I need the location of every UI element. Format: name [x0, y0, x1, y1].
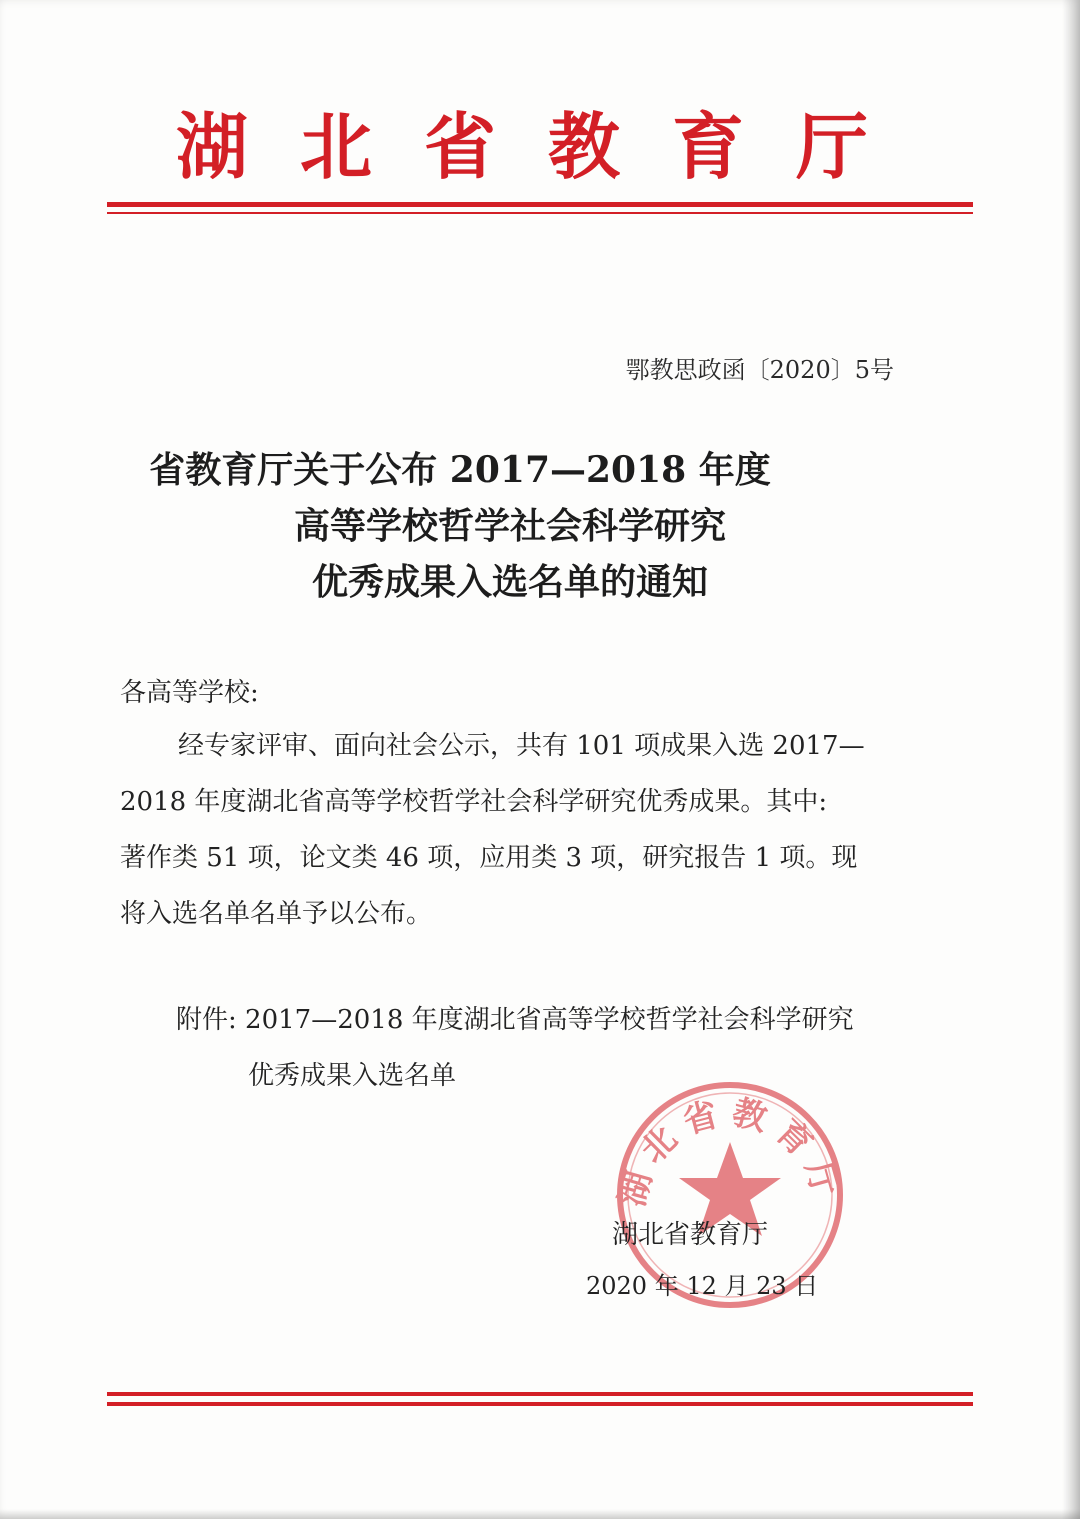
document-number: 鄂教思政函〔2020〕5号 — [625, 356, 894, 384]
body-line: 著作类 51 项，论文类 46 项，应用类 3 项，研究报告 1 项。现 — [120, 843, 858, 873]
page-edge-shadow — [1062, 0, 1080, 1519]
document-title-line: 高等学校哲学社会科学研究 — [293, 505, 726, 547]
document-title-line: 优秀成果入选名单的通知 — [311, 561, 708, 603]
footer-rule-bottom — [107, 1402, 973, 1406]
body-line: 经专家评审、面向社会公示，共有 101 项成果入选 2017— — [178, 731, 865, 761]
body-line: 2018 年度湖北省高等学校哲学社会科学研究优秀成果。其中: — [120, 787, 828, 817]
letterhead-rule-thick — [107, 202, 973, 207]
salutation: 各高等学校: — [120, 678, 259, 708]
document-title-line: 省教育厅关于公布 2017—2018 年度 — [149, 449, 771, 491]
signer: 湖北省教育厅 — [612, 1220, 769, 1250]
letterhead-title: 湖北省教育厅 — [175, 105, 920, 189]
signature-date: 2020 年 12 月 23 日 — [586, 1272, 819, 1300]
body-line: 将入选名单名单予以公布。 — [120, 899, 433, 929]
body-paragraph — [120, 718, 898, 942]
document-title — [120, 442, 900, 610]
footer-rule-top — [107, 1392, 973, 1396]
letterhead-rule-thin — [107, 212, 973, 214]
attachment-line: 优秀成果入选名单 — [248, 1061, 457, 1091]
attachment-line: 附件: 2017—2018 年度湖北省高等学校哲学社会科学研究 — [176, 1005, 854, 1035]
seal-text: 湖北省教育厅 — [612, 1092, 848, 1211]
page-bottom-shadow — [0, 1509, 1080, 1519]
